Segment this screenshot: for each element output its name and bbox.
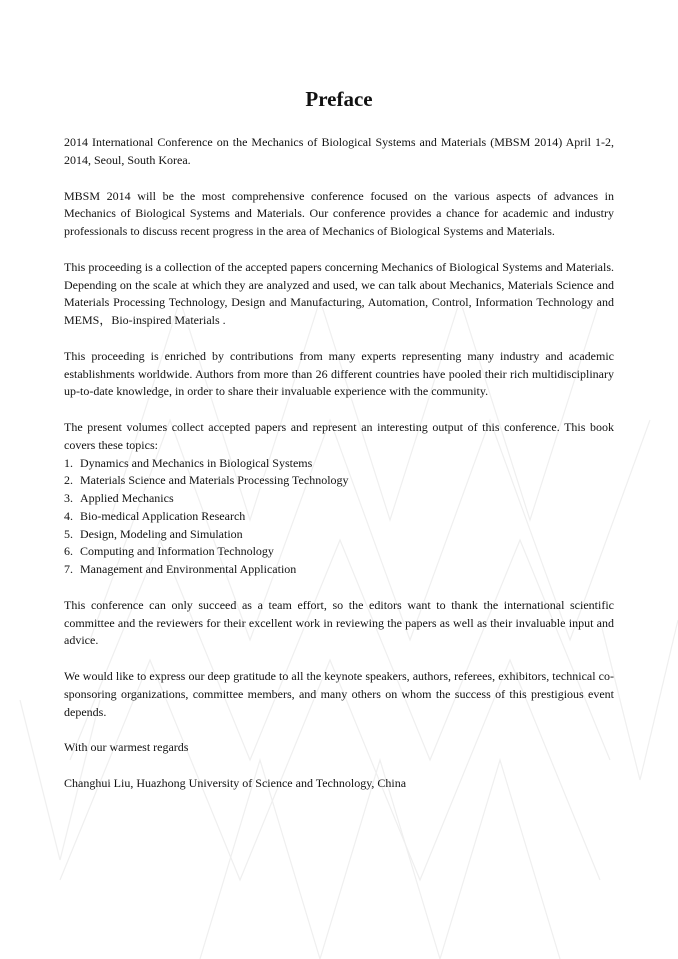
- topic-label: Dynamics and Mechanics in Biological Systems: [80, 455, 313, 470]
- contributions-paragraph: This proceeding is enriched by contributions from many experts representing many industry and academic establishments worldwide. Authors from more than 26 different countries have pooled their rich multidisciplinary up-to-date knowledge, in order to share their invaluable experience with the community.: [64, 348, 614, 399]
- topic-number: 5.: [64, 526, 73, 541]
- page-title: Preface: [305, 87, 373, 111]
- signature-line: Changhui Liu, Huazhong University of Science and Technology, China: [64, 776, 407, 790]
- topic-number: 4.: [64, 508, 73, 523]
- list-item: [64, 526, 614, 544]
- topic-label: Bio-medical Application Research: [80, 508, 246, 523]
- topics-list: [64, 455, 614, 579]
- intro-paragraph: 2014 International Conference on the Mechanics of Biological Systems and Materials (MBSM 2014) April 1-2, 2014, Seoul, South Korea.: [64, 135, 614, 167]
- topic-label: Management and Environmental Application: [80, 562, 297, 576]
- about-paragraph: MBSM 2014 will be the most comprehensive conference focused on the various aspects of advances in Mechanics of Biological Systems and Materials. Our conference provides a chance for academic and industry professionals to discuss recent progress in the area of Mechanics of Biological Systems and Materials.: [64, 188, 614, 238]
- volumes-paragraph: The present volumes collect accepted papers and represent an interesting output of this conference. This book covers these topics:: [64, 420, 614, 452]
- gratitude-paragraph: We would like to express our deep gratitude to all the keynote speakers, authors, referees, exhibitors, technical co-sponsoring organizations, committee members, and many others on whom the success of this prestigious event depends.: [64, 669, 614, 719]
- team-paragraph: This conference can only succeed as a team effort, so the editors want to thank the international scientific committee and the reviewers for their excellent work in reviewing the papers as well as their invaluable input and advice.: [64, 597, 614, 648]
- list-item: [64, 472, 614, 490]
- list-item: [64, 543, 614, 561]
- topic-number: 6.: [64, 544, 73, 559]
- list-item: [64, 508, 614, 526]
- topic-number: 3.: [64, 491, 73, 505]
- topic-label: Design, Modeling and Simulation: [80, 526, 243, 541]
- topic-label: Computing and Information Technology: [80, 544, 274, 559]
- list-item: [64, 561, 614, 579]
- topic-label: Materials Science and Materials Processing Technology: [80, 473, 349, 488]
- topic-label: Applied Mechanics: [80, 491, 174, 505]
- topic-number: 2.: [64, 473, 73, 488]
- collection-paragraph: This proceeding is a collection of the accepted papers concerning Mechanics of Biological Systems and Materials. Depending on the scale at which they are analyzed and used, we can talk about Mechanics, Materials Science and Materials Processing Technology, Design and Manufacturing, Automation, Control, Information Technology and MEMS，Bio-inspired Materials .: [64, 259, 614, 327]
- list-item: [64, 490, 614, 508]
- topic-number: 7.: [64, 562, 73, 576]
- topic-number: 1.: [64, 455, 73, 470]
- list-item: [64, 455, 614, 473]
- regards-line: With our warmest regards: [64, 740, 189, 755]
